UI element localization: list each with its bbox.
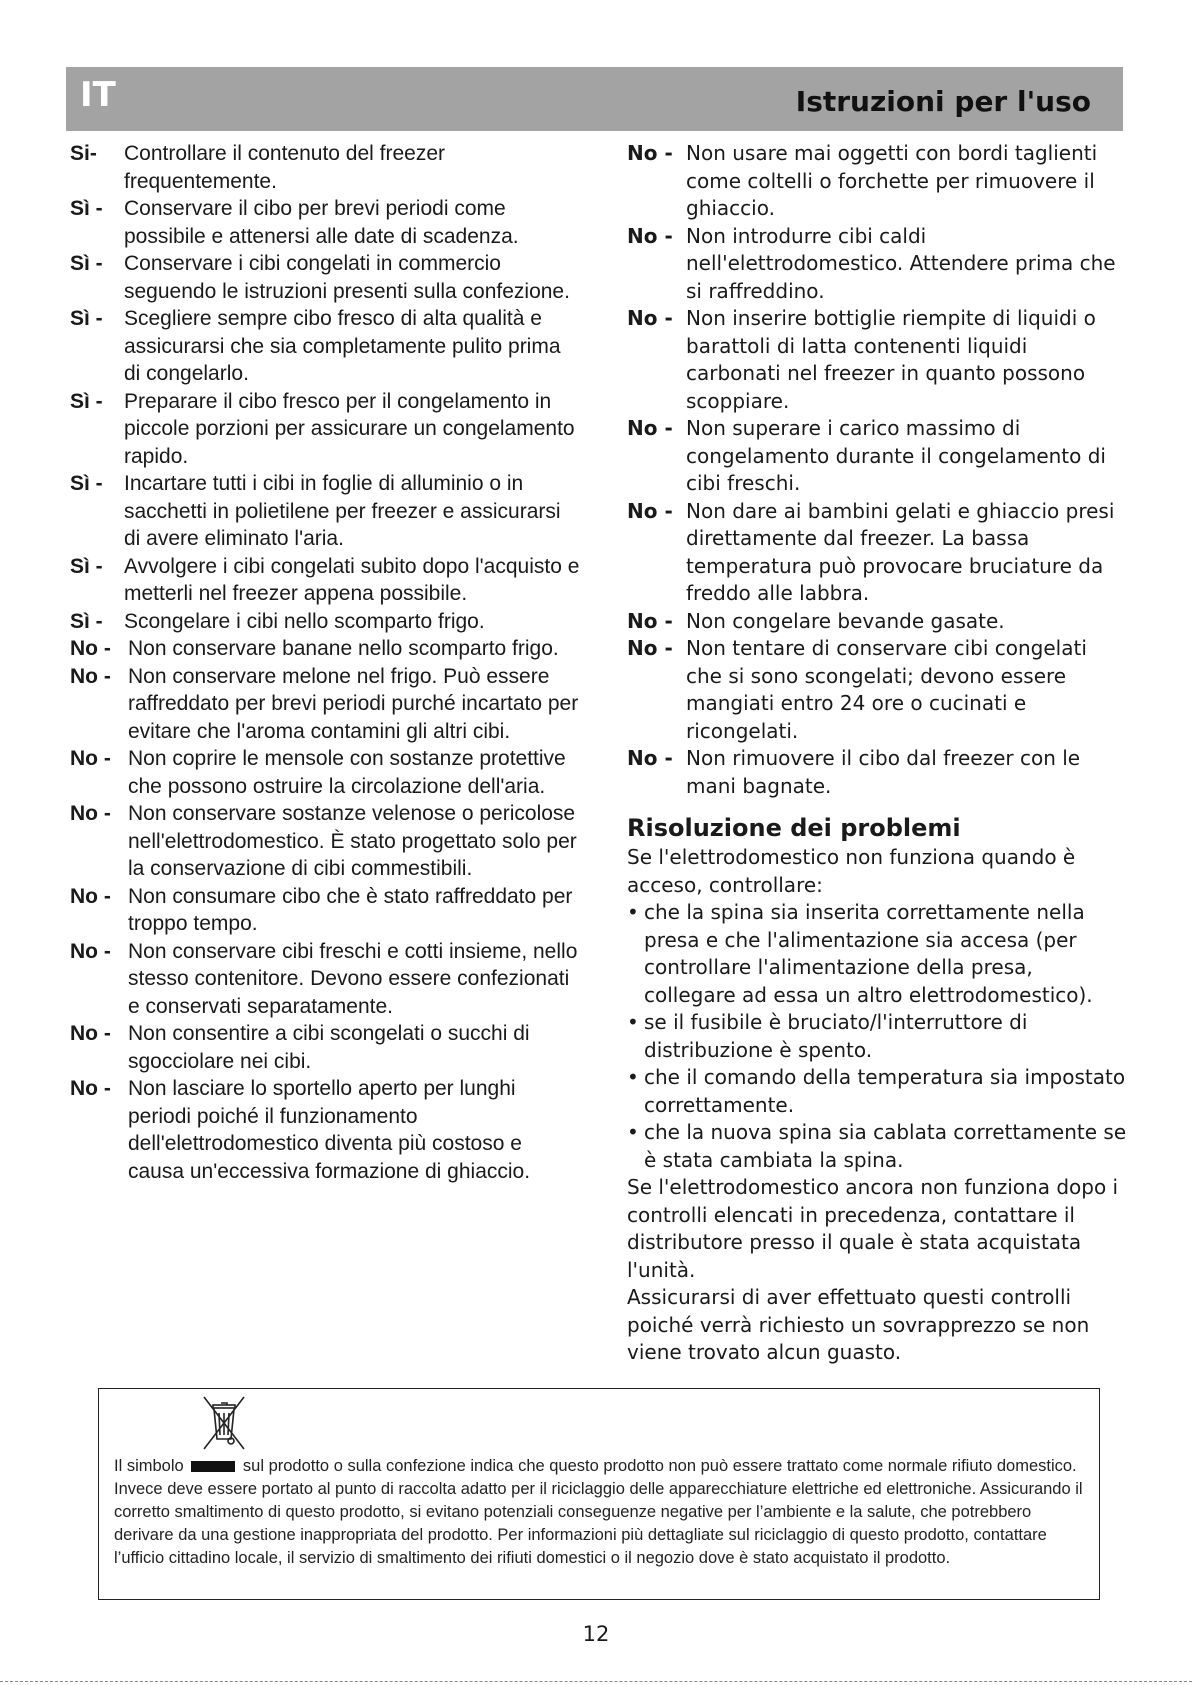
language-code: IT (80, 75, 116, 115)
item-tag: Sì - (70, 609, 103, 633)
weee-notice-text (114, 1455, 1089, 1570)
list-item (70, 1020, 580, 1075)
item-text: Non congelare bevande gasate. (686, 608, 1005, 633)
check-item (627, 1119, 1127, 1174)
item-tag: No - (70, 1022, 111, 1045)
item-text: Non inserire bottiglie riempite di liquidi o barattoli di latta contenenti liquidi carbonati nel freezer in quanto possono scoppiare. (686, 306, 1096, 413)
item-tag: Sì - (70, 554, 103, 578)
left-column (70, 140, 580, 1185)
list-item (70, 305, 580, 388)
item-text: Scongelare i cibi nello scomparto frigo. (124, 609, 485, 633)
item-text: Non rimuovere il cibo dal freezer con le mani bagnate. (686, 746, 1081, 798)
item-text: Non conservare cibi freschi e cotti insieme, nello stesso contenitore. Devono essere confezionati e conservati separatamente. (128, 939, 578, 1018)
list-item (70, 663, 580, 746)
item-text: Controllare il contenuto del freezer frequentemente. (124, 142, 446, 193)
item-text: Preparare il cibo fresco per il congelamento in piccole porzioni per assicurare un congelamento rapido. (124, 389, 575, 468)
item-tag: Sì - (70, 252, 103, 275)
list-item (70, 635, 580, 663)
item-text: Incartare tutti i cibi in foglie di alluminio o in sacchetti in polietilene per freezer e assicurarsi di avere eliminato l'aria. (124, 472, 561, 550)
troubleshooting-contact: Se l'elettrodomestico ancora non funziona dopo i controlli elencati in precedenza, contattare il distributore presso il quale è stata acquistata l'unità. (627, 1175, 1119, 1282)
item-tag: Sì - (70, 389, 103, 413)
list-item (70, 250, 580, 305)
manual-title: Istruzioni per l'uso (795, 85, 1091, 118)
item-tag: No - (627, 223, 673, 248)
list-item (627, 498, 1127, 608)
page-header (66, 67, 1123, 131)
item-tag: Sì - (70, 197, 103, 220)
item-text: Non tentare di conservare cibi congelati che si sono scongelati; devono essere mangiati entro 24 ore o cucinati e ricongelati. (686, 636, 1087, 743)
check-item-text: che la nuova spina sia cablata correttamente se è stata cambiata la spina. (644, 1120, 1127, 1172)
list-item (70, 938, 580, 1021)
notice-lead: Il simbolo (114, 1457, 184, 1475)
list-item (70, 195, 580, 250)
item-tag: No - (627, 306, 673, 330)
check-item-text: che la spina sia inserita correttamente nella presa e che l'alimentazione sia accesa (per controllare l'alimentazione della presa, collegare ad essa un altro elettrodomestico). (644, 900, 1093, 1007)
item-text: Non introdurre cibi caldi nell'elettrodomestico. Attendere prima che si raffreddino. (686, 223, 1116, 303)
right-column (627, 140, 1127, 1367)
item-text: Conservare il cibo per brevi periodi come possibile e attenersi alle date di scadenza. (124, 197, 519, 248)
item-tag: No - (70, 939, 111, 963)
check-item (627, 1009, 1127, 1064)
troubleshooting-note: Assicurarsi di aver effettuato questi controlli poiché verrà richiesto un sovrapprezzo se non viene trovato alcun guasto. (627, 1285, 1090, 1364)
item-text: Non conservare melone nel frigo. Può essere raffreddato per brevi periodi purché incartato per evitare che l'aroma contamini gli altri cibi. (128, 664, 579, 743)
item-tag: No - (627, 608, 673, 633)
item-tag: No - (70, 664, 111, 688)
page-edge-rule (0, 1681, 1192, 1682)
item-text: Non usare mai oggetti con bordi taglienti come coltelli o forchette per rimuovere il ghiaccio. (686, 141, 1098, 220)
item-text: Non lasciare lo sportello aperto per lunghi periodi poiché il funzionamento dell'elettrodomestico diventa più costoso e causa un'eccessiva formazione di ghiaccio. (128, 1077, 531, 1183)
list-item (70, 745, 580, 800)
item-tag: No - (70, 747, 111, 770)
item-tag: No - (70, 1077, 111, 1100)
notice-body: sul prodotto o sulla confezione indica che questo prodotto non può essere trattato come normale rifiuto domestico. Invece deve essere portato al punto di raccolta adatto per il riciclaggio delle apparecchiature elettriche ed elettroniche. Assicurando il corretto smaltimento di questo prodotto, si evitano potenziali conseguenze negative per l’ambiente e la salute, che potrebbero derivare da una gestione inappropriata del prodotto. Per informazioni più dettagliate sul riciclaggio di questo prodotto, contattare l’ufficio cittadino locale, il servizio di smaltimento dei rifiuti domestici o il negozio dove è stato acquistato il prodotto. (114, 1457, 1083, 1567)
check-item (627, 899, 1127, 1009)
list-item (70, 883, 580, 938)
item-tag: No - (627, 416, 673, 440)
item-text: Conservare i cibi congelati in commercio seguendo le istruzioni presenti sulla confezione. (124, 252, 570, 303)
item-text: Scegliere sempre cibo fresco di alta qualità e assicurarsi che sia completamente pulito prima di congelarlo. (124, 307, 561, 385)
item-tag: No - (627, 141, 673, 165)
item-tag: No - (70, 884, 111, 908)
list-item (627, 140, 1127, 223)
list-item (70, 1075, 580, 1185)
page-number: 12 (582, 1622, 610, 1646)
item-tag: Sì - (70, 307, 103, 330)
item-tag: No - (70, 802, 111, 825)
item-tag: No - (627, 746, 673, 770)
item-text: Non coprire le mensole con sostanze protettive che possono ostruire la circolazione dell'aria. (128, 747, 566, 798)
list-item (627, 305, 1127, 415)
list-item (627, 223, 1127, 306)
list-item (627, 635, 1127, 745)
bullet-icon: • (627, 1120, 639, 1144)
item-text: Non dare ai bambini gelati e ghiaccio presi direttamente dal freezer. La bassa temperatura può provocare bruciature da freddo alle labbra. (686, 498, 1115, 605)
list-item (627, 745, 1127, 800)
separate-collection-bar-icon (191, 1461, 235, 1472)
item-tag: Sì - (70, 472, 103, 495)
item-text: Non consumare cibo che è stato raffreddato per troppo tempo. (128, 884, 573, 935)
item-text: Non conservare banane nello scomparto frigo. (128, 637, 559, 660)
check-item (627, 1064, 1127, 1119)
weee-notice (98, 1388, 1100, 1600)
troubleshooting-heading: Risoluzione dei problemi (627, 814, 961, 842)
list-item (627, 415, 1127, 498)
crossed-out-wheelie-bin-icon (201, 1395, 247, 1453)
list-item (627, 608, 1127, 636)
item-tag: No - (627, 636, 673, 660)
bullet-icon: • (627, 1010, 639, 1034)
item-tag: No - (70, 637, 111, 660)
item-text: Non superare i carico massimo di congelamento durante il congelamento di cibi freschi. (686, 416, 1106, 495)
list-item (70, 800, 580, 883)
list-item (70, 388, 580, 471)
bullet-icon: • (627, 900, 639, 924)
bullet-icon: • (627, 1065, 639, 1089)
list-item (70, 470, 580, 553)
item-tag: Si- (70, 142, 97, 165)
troubleshooting-intro: Se l'elettrodomestico non funziona quando è acceso, controllare: (627, 845, 1076, 897)
check-item-text: che il comando della temperatura sia impostato correttamente. (644, 1065, 1126, 1117)
list-item (70, 608, 580, 636)
item-text: Non consentire a cibi scongelati o succhi di sgocciolare nei cibi. (128, 1022, 530, 1073)
list-item (70, 553, 580, 608)
item-text: Avvolgere i cibi congelati subito dopo l'acquisto e metterli nel freezer appena possibile. (124, 554, 580, 605)
check-item-text: se il fusibile è bruciato/l'interruttore di distribuzione è spento. (644, 1010, 1028, 1062)
item-tag: No - (627, 498, 673, 523)
item-text: Non conservare sostanze velenose o pericolose nell'elettrodomestico. È stato progettato solo per la conservazione di cibi commestibili. (128, 802, 577, 880)
list-item (70, 140, 580, 195)
